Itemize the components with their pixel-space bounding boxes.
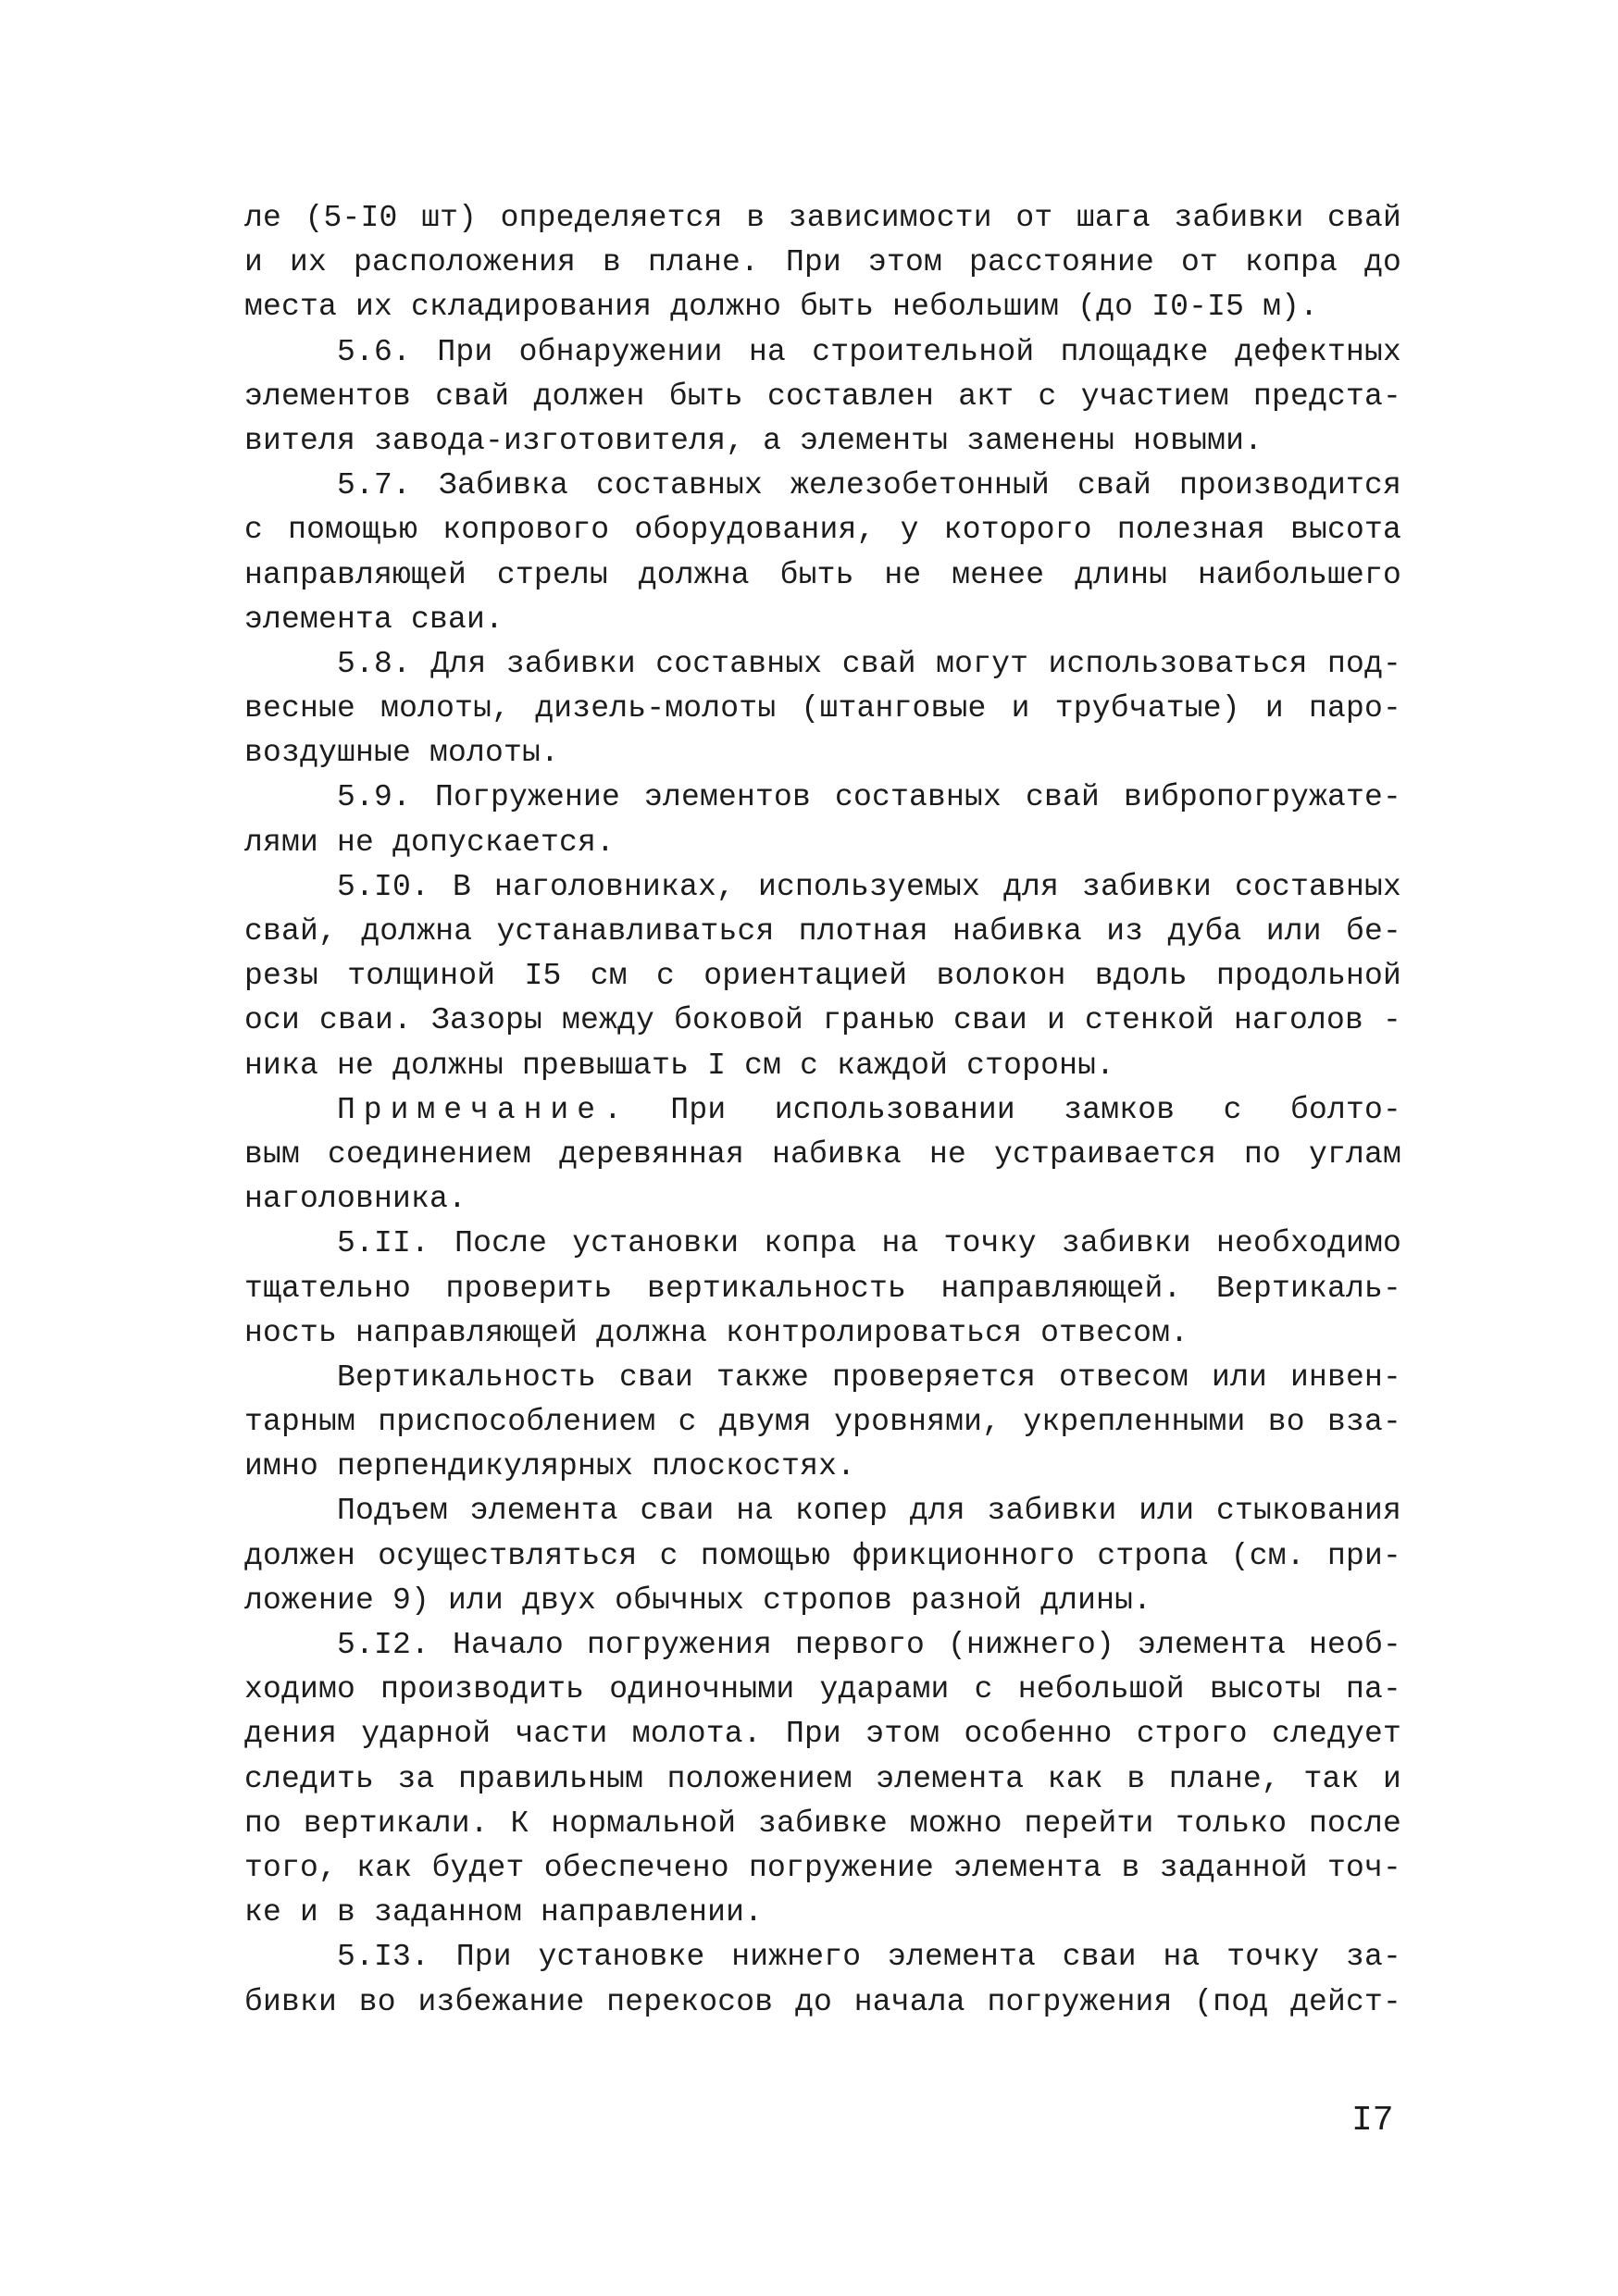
- text-line: вителя завода-изготовителя, а элементы заменены новыми.: [244, 423, 1263, 458]
- text-line: имно перпендикулярных плоскостях.: [244, 1449, 856, 1484]
- text-line: 5.8. Для забивки составных свай могут использоваться под-: [337, 646, 1401, 681]
- text-line: воздушные молоты.: [244, 736, 560, 771]
- text-line: Подъем элемента сваи на копер для забивки или стыкования: [337, 1494, 1401, 1529]
- text-line: Вертикальность сваи также проверяется отвесом или инвен-: [337, 1359, 1401, 1395]
- text-line: следить за правильным положением элемента как в плане, так и: [244, 1761, 1401, 1796]
- text-line: оси сваи. Зазоры между боковой гранью сваи и стенкой наголов -: [244, 1003, 1401, 1038]
- text-line: 5.7. Забивка составных железобетонный свай производится: [337, 468, 1401, 503]
- text-line: тщательно проверить вертикальность направляющей. Вертикаль-: [244, 1271, 1401, 1306]
- text-line: того, как будет обеспечено погружение элемента в заданной точ-: [244, 1850, 1401, 1885]
- text-line: ложение 9) или двух обычных стропов разной длины.: [244, 1582, 1152, 1618]
- text-line: направляющей стрелы должна быть не менее длины наибольшего: [244, 557, 1401, 592]
- text-line: весные молоты, дизель-молоты (штанговые и трубчатые) и паро-: [244, 691, 1401, 726]
- text-line: свай, должна устанавливаться плотная набивка из дуба или бе-: [244, 914, 1401, 949]
- text-line: ле (5-I0 шт) определяется в зависимости от шага забивки свай: [244, 201, 1401, 235]
- text-line: ность направляющей должна контролироваться отвесом.: [244, 1315, 1189, 1350]
- text-line: и их расположения в плане. При этом расстояние от копра до: [244, 245, 1401, 280]
- text-line: наголовника.: [244, 1182, 467, 1217]
- text-line: с помощью копрового оборудования, у которого полезная высота: [244, 513, 1401, 548]
- note-line: [244, 1088, 1401, 1133]
- text-line: лями не допускается.: [244, 825, 616, 860]
- text-line: ке и в заданном направлении.: [244, 1895, 764, 1930]
- text-line: 5.I0. В наголовниках, используемых для забивки составных: [337, 869, 1401, 904]
- text-line: должен осуществляться с помощью фрикционного стропа (см. при-: [244, 1538, 1401, 1573]
- note-text: . При использовании замков с болто-: [604, 1092, 1401, 1127]
- text-line: тарным приспособлением с двумя уровнями, укрепленными во вза-: [244, 1405, 1401, 1440]
- text-line: 5.I3. При установке нижнего элемента сваи на точку за-: [337, 1940, 1401, 1975]
- text-line: резы толщиной I5 см с ориентацией волокон вдоль продольной: [244, 959, 1401, 994]
- text-line: элемента сваи.: [244, 602, 504, 637]
- text-line: ника не должны превышать I см с каждой стороны.: [244, 1048, 1115, 1083]
- text-line: 5.I2. Начало погружения первого (нижнего) элемента необ-: [337, 1628, 1401, 1662]
- text-line: 5.II. После установки копра на точку забивки необходимо: [337, 1226, 1401, 1261]
- note-label: Примечание: [337, 1092, 604, 1127]
- text-line: места их складирования должно быть небольшим (до I0-I5 м).: [244, 290, 1319, 325]
- text-line: по вертикали. К нормальной забивке можно перейти только после: [244, 1806, 1401, 1841]
- text-line: элементов свай должен быть составлен акт с участием предста-: [244, 379, 1401, 414]
- text-line: бивки во избежание перекосов до начала погружения (под дейст-: [244, 1984, 1401, 2019]
- text-line: ходимо производить одиночными ударами с небольшой высоты па-: [244, 1672, 1401, 1707]
- text-line: вым соединением деревянная набивка не устраивается по углам: [244, 1136, 1401, 1172]
- text-line: дения ударной части молота. При этом особенно строго следует: [244, 1717, 1401, 1752]
- document-page: [244, 196, 1401, 2025]
- text-line: 5.9. Погружение элементов составных свай вибропогружате-: [337, 780, 1401, 815]
- page-number: I7: [1351, 2101, 1394, 2141]
- text-line: 5.6. При обнаружении на строительной площадке дефектных: [337, 334, 1401, 369]
